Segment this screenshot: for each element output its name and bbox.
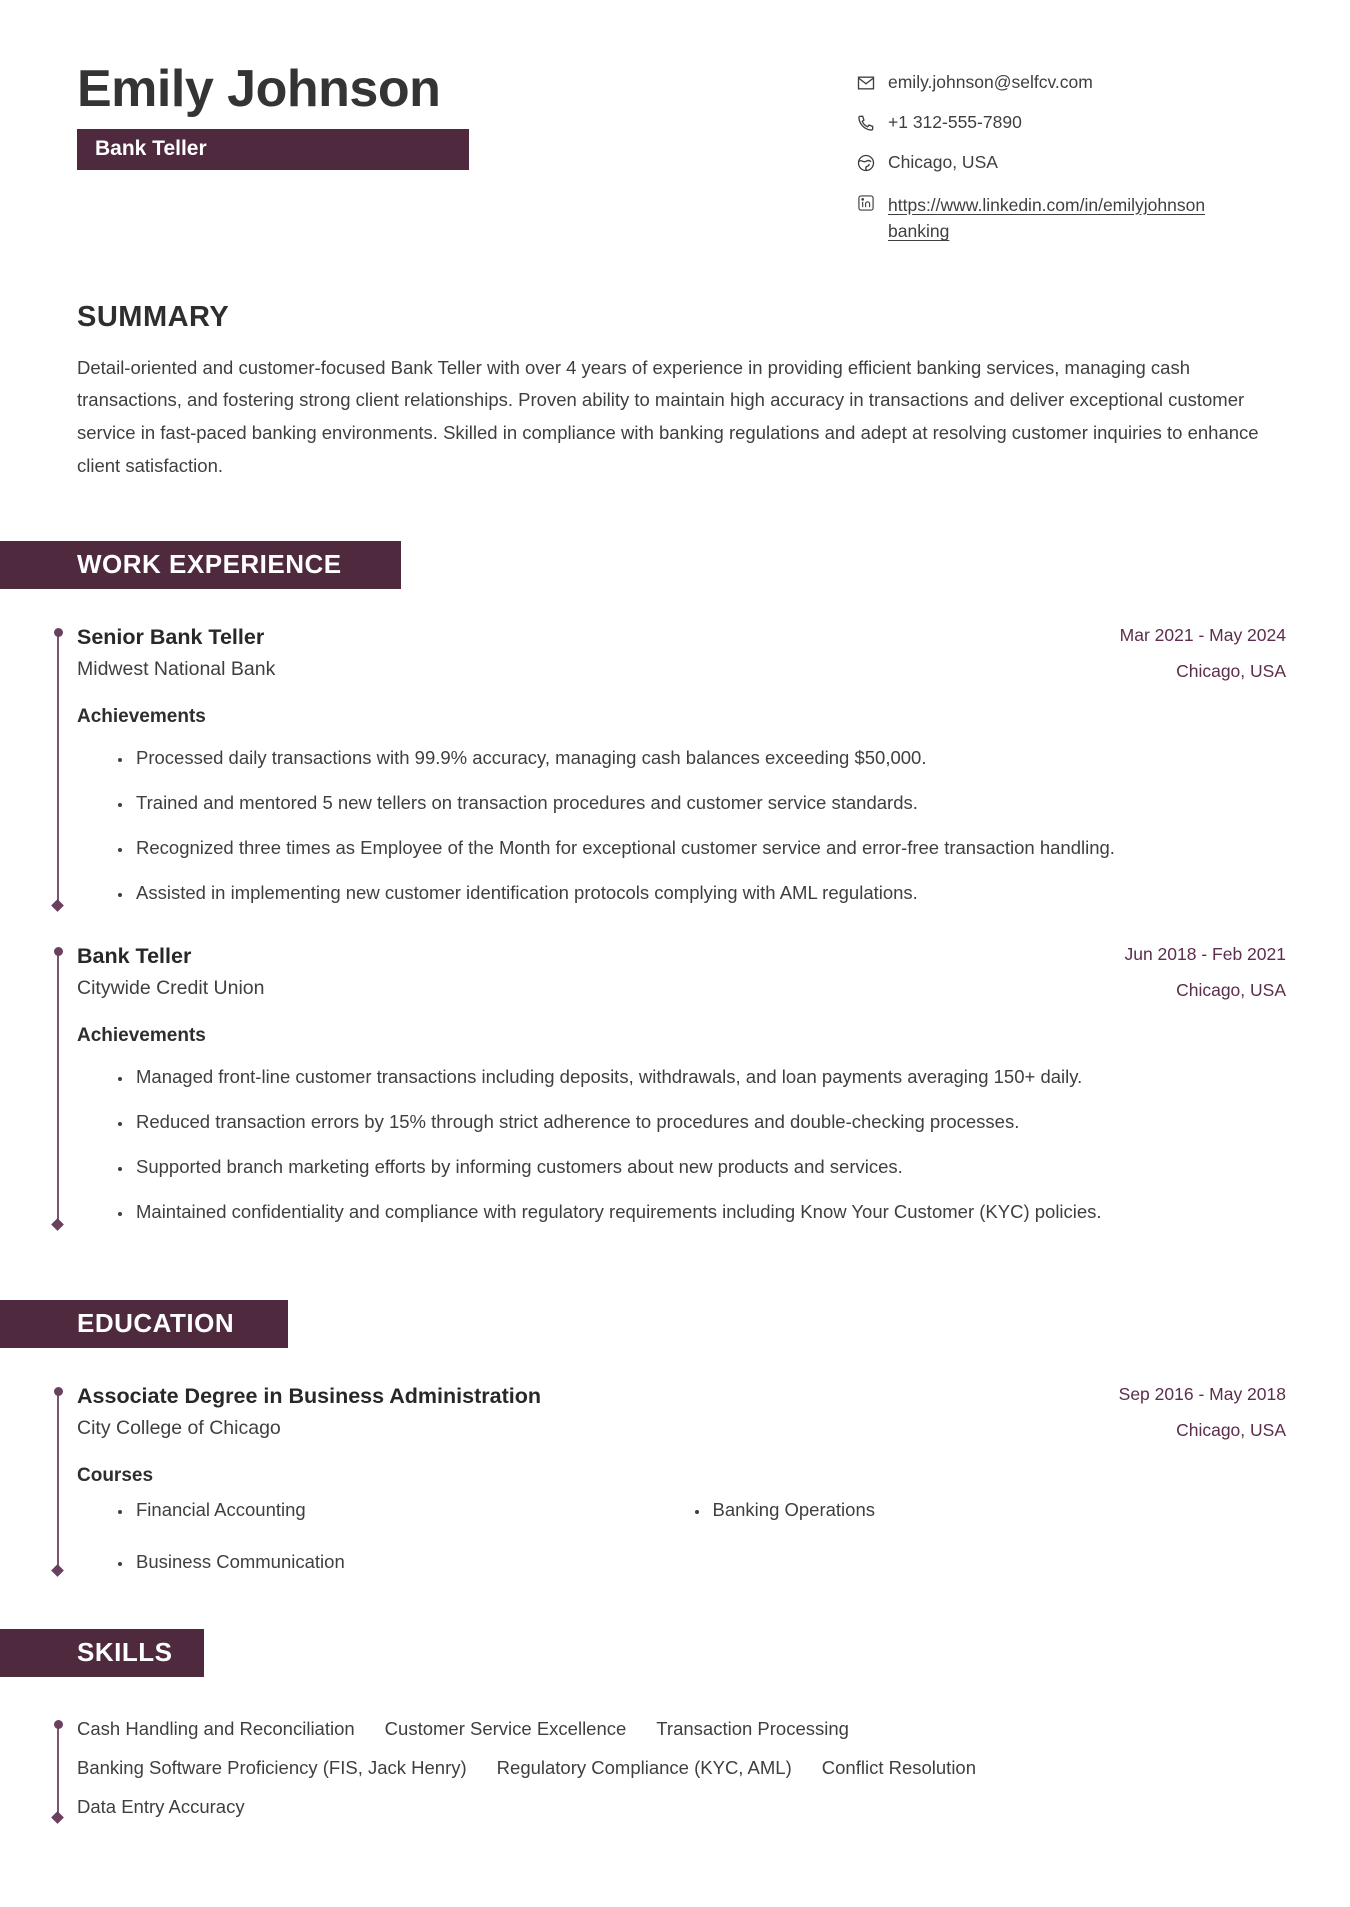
education-header bbox=[77, 1384, 1286, 1441]
courses-label: Courses bbox=[77, 1464, 154, 1486]
header bbox=[0, 0, 1350, 245]
achievement-item: • Processed daily transactions with 99.9% accuracy, managing cash balances exceeding $50,000. bbox=[133, 743, 1286, 773]
summary-section bbox=[0, 301, 1350, 484]
timeline-decoration bbox=[57, 633, 59, 904]
job-title: Bank Teller bbox=[77, 944, 192, 969]
contact-email: emily.johnson@selfcv.com bbox=[888, 72, 1093, 92]
achievements-label: Achievements bbox=[77, 706, 206, 728]
contact-phone: +1 312-555-7890 bbox=[888, 112, 1022, 132]
education-location: Chicago, USA bbox=[1176, 1419, 1286, 1440]
summary-text: Detail-oriented and customer-focused Bank Teller with over 4 years of experience in providing efficient banking services, managing cash transactions, and fostering strong client relationships. Proven ability to maintain high accuracy in transactions and deliver exceptional customer service in fast-paced banking environments. Skilled in compliance with banking regulations and adept at resolving customer inquiries to enhance client satisfaction. bbox=[77, 356, 1259, 477]
courses-list bbox=[77, 1499, 1286, 1573]
achievement-item: • Maintained confidentiality and compliance with regulatory requirements including Know Your Customer (KYC) policies. bbox=[133, 1197, 1286, 1227]
job-meta bbox=[1120, 625, 1286, 682]
achievement-item: • Assisted in implementing new customer identification protocols complying with AML regulations. bbox=[133, 878, 1286, 908]
linkedin-url-line2: banking bbox=[888, 221, 950, 242]
linkedin-url-line1: https://www.linkedin.com/in/emilyjohnson bbox=[888, 195, 1206, 215]
job-location: Chicago, USA bbox=[1176, 980, 1286, 1001]
skill-item: Customer Service Excellence bbox=[384, 1717, 627, 1739]
job-entry-senior-bank-teller bbox=[77, 625, 1286, 908]
job-header bbox=[77, 625, 1286, 682]
skill-item: Regulatory Compliance (KYC, AML) bbox=[496, 1756, 792, 1778]
education-heading: EDUCATION bbox=[0, 1300, 288, 1348]
contact-email-row bbox=[856, 72, 1286, 93]
achievement-item: • Managed front-line customer transactions including deposits, withdrawals, and loan payments averaging 150+ daily. bbox=[133, 1062, 1286, 1092]
skills-list bbox=[77, 1717, 1286, 1820]
timeline-decoration bbox=[57, 1725, 59, 1816]
achievements-label: Achievements bbox=[77, 1025, 206, 1047]
education-entry bbox=[77, 1384, 1286, 1573]
skills-row bbox=[77, 1756, 1286, 1781]
summary-heading: SUMMARY bbox=[77, 300, 230, 333]
job-title-badge: Bank Teller bbox=[77, 129, 469, 170]
job-header bbox=[77, 944, 1286, 1001]
contact-block bbox=[856, 62, 1286, 245]
achievement-item: • Recognized three times as Employee of the Month for exceptional customer service and error-free transaction handling. bbox=[133, 833, 1286, 863]
timeline-decoration bbox=[57, 1392, 59, 1569]
achievement-item: • Trained and mentored 5 new tellers on transaction procedures and customer service standards. bbox=[133, 788, 1286, 818]
contact-location-row bbox=[856, 152, 1286, 173]
work-experience-section bbox=[0, 483, 1350, 1227]
degree-block bbox=[77, 1384, 541, 1440]
job-location: Chicago, USA bbox=[1176, 661, 1286, 682]
skill-item: Cash Handling and Reconciliation bbox=[77, 1717, 355, 1739]
job-title-block bbox=[77, 625, 275, 681]
job-company: Midwest National Bank bbox=[77, 658, 276, 681]
job-entry-bank-teller bbox=[77, 944, 1286, 1227]
skills-entry bbox=[77, 1717, 1286, 1820]
skills-section bbox=[0, 1573, 1350, 1820]
identity-block bbox=[77, 62, 469, 245]
skill-item: Banking Software Proficiency (FIS, Jack Henry) bbox=[77, 1756, 467, 1778]
work-experience-heading: WORK EXPERIENCE bbox=[0, 541, 401, 589]
skills-heading: SKILLS bbox=[0, 1629, 204, 1677]
phone-icon bbox=[856, 113, 876, 133]
email-icon bbox=[856, 73, 876, 93]
education-section bbox=[0, 1242, 1350, 1573]
education-dates: Sep 2016 - May 2018 bbox=[1118, 1383, 1286, 1404]
job-company: Citywide Credit Union bbox=[77, 977, 265, 1000]
contact-phone-row bbox=[856, 112, 1286, 133]
skills-row bbox=[77, 1717, 1286, 1742]
job-dates: Mar 2021 - May 2024 bbox=[1119, 625, 1286, 646]
job-meta bbox=[1124, 944, 1286, 1001]
course-item: • Banking Operations bbox=[710, 1499, 1287, 1521]
job-dates: Jun 2018 - Feb 2021 bbox=[1124, 944, 1286, 965]
course-item: • Business Communication bbox=[133, 1551, 710, 1573]
course-item: • Financial Accounting bbox=[133, 1499, 710, 1521]
linkedin-link[interactable] bbox=[888, 192, 1205, 245]
person-name: Emily Johnson bbox=[77, 60, 441, 118]
achievements-list bbox=[77, 1062, 1286, 1227]
school-name: City College of Chicago bbox=[77, 1416, 281, 1439]
achievement-item: • Reduced transaction errors by 15% through strict adherence to procedures and double-checking processes. bbox=[133, 1107, 1286, 1137]
skill-item: Data Entry Accuracy bbox=[77, 1795, 245, 1817]
linkedin-icon bbox=[856, 193, 876, 213]
contact-linkedin-row bbox=[856, 192, 1286, 245]
skill-item: Transaction Processing bbox=[656, 1717, 849, 1739]
contact-location: Chicago, USA bbox=[888, 152, 998, 172]
degree-title: Associate Degree in Business Administration bbox=[77, 1383, 541, 1408]
job-title: Senior Bank Teller bbox=[77, 625, 265, 650]
job-title-block bbox=[77, 944, 265, 1000]
achievements-list bbox=[77, 743, 1286, 908]
timeline-decoration bbox=[57, 952, 59, 1223]
education-meta bbox=[1119, 1384, 1286, 1441]
location-globe-icon bbox=[856, 153, 876, 173]
skill-item: Conflict Resolution bbox=[821, 1756, 977, 1778]
achievement-item: • Supported branch marketing efforts by informing customers about new products and services. bbox=[133, 1152, 1286, 1182]
skills-row bbox=[77, 1795, 1286, 1820]
